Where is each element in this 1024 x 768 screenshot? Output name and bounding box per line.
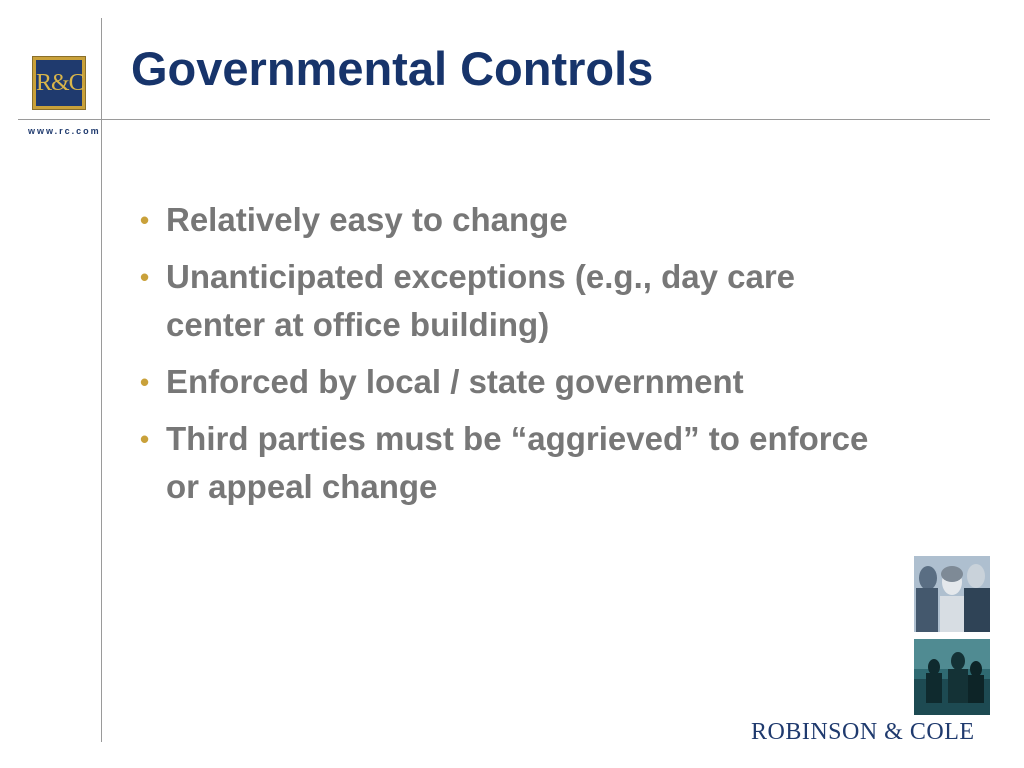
people-photo-bottom-image xyxy=(914,639,990,715)
bullet-marker: • xyxy=(140,205,150,235)
horizontal-divider xyxy=(18,119,990,120)
people-photo-top-image xyxy=(914,556,990,632)
bullet-item xyxy=(140,415,880,511)
rc-logo xyxy=(33,57,85,109)
bullet-marker: • xyxy=(140,367,150,397)
bullet-text: Third parties must be “aggrieved” to enforce or appeal change xyxy=(166,420,869,505)
vertical-divider xyxy=(101,18,102,742)
bullet-item xyxy=(140,253,880,349)
bullet-marker: • xyxy=(140,424,150,454)
people-photo-top xyxy=(914,556,990,632)
bullet-item xyxy=(140,196,880,244)
bullet-marker: • xyxy=(140,262,150,292)
people-photo-bottom xyxy=(914,639,990,715)
bullet-item xyxy=(140,358,880,406)
bullet-list xyxy=(140,196,880,520)
website-url: www.rc.com xyxy=(28,126,101,136)
slide-title: Governmental Controls xyxy=(131,42,654,95)
bullet-text: Relatively easy to change xyxy=(166,201,568,238)
firm-name-logo: ROBINSON & COLE xyxy=(751,719,975,745)
bullet-text: Unanticipated exceptions (e.g., day care center at office building) xyxy=(166,258,796,343)
logo-text: R&C xyxy=(36,70,84,96)
bullet-text: Enforced by local / state government xyxy=(166,363,744,400)
